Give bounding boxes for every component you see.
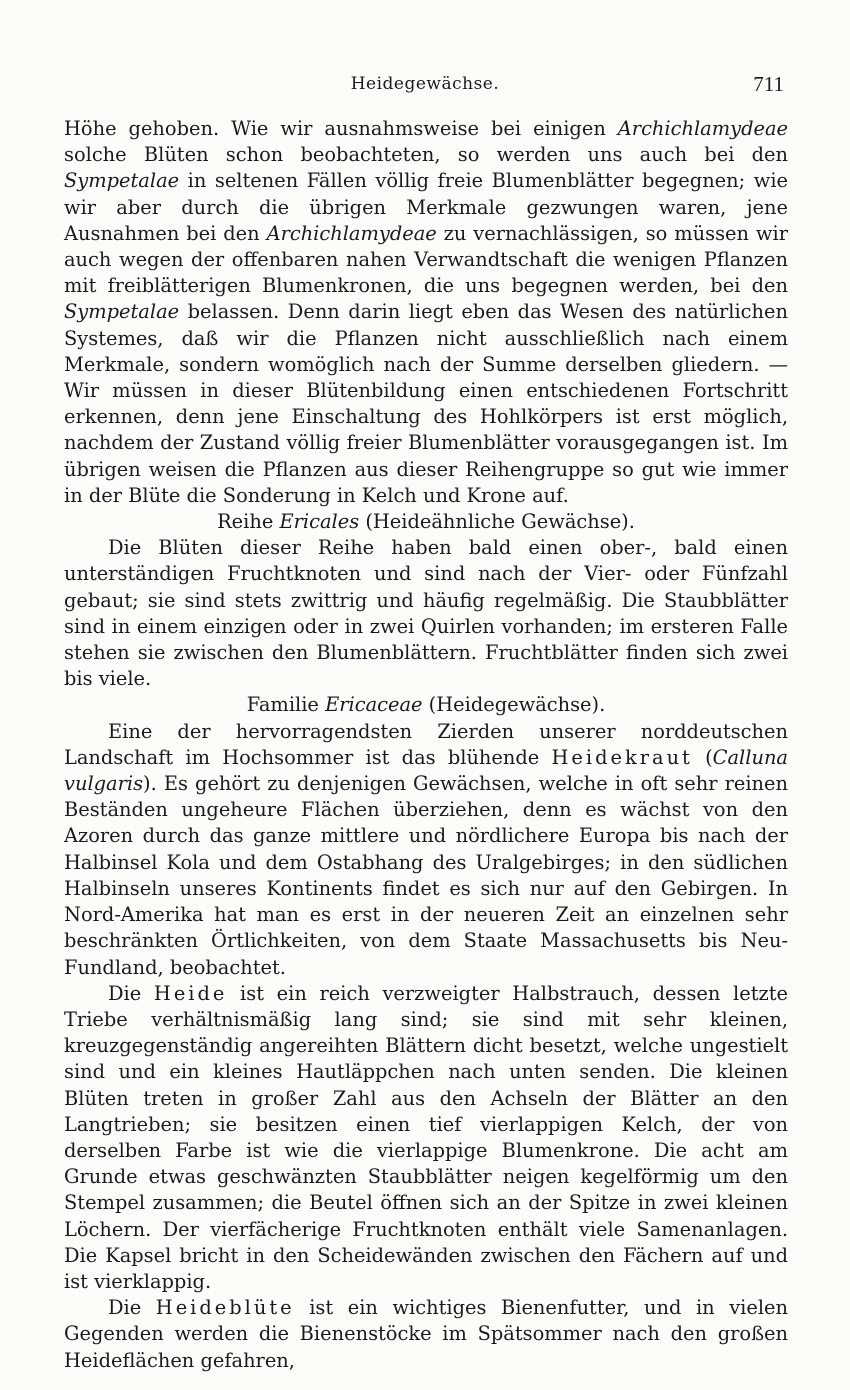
paragraph-1-text-2: solche Blüten schon beobachteten, so werden uns auch bei den <box>64 143 788 167</box>
paragraph-1-text-3: in seltenen Fällen völlig freie Blumenblätter begegnen; wie wir aber durch die übrigen Merkmale gezwungen waren, jene Ausnahmen bei den <box>64 169 788 245</box>
paragraph-1 <box>64 116 788 509</box>
term-heidekraut: Heidekraut <box>551 745 693 769</box>
paragraph-4-text-1: Die <box>108 981 154 1005</box>
section-heading-ericales <box>64 509 788 535</box>
family-heading-prefix: Familie <box>246 693 326 717</box>
paragraph-5-text-1: Die <box>108 1296 156 1320</box>
paragraph-2: Die Blüten dieser Reihe haben bald einen ober-, bald einen unterständigen Fruchtknoten und sind nach der Vier- oder Fünfzahl gebaut; sie sind stets zwittrig und häufig regelmäßig. Die Staubblätter sind in einem einzigen oder in zwei Quirlen vorhanden; im ersteren Falle stehen sie zwischen den Blumenblättern. Fruchtblätter finden sich zwei bis viele. <box>64 536 788 691</box>
taxon-sympetalae: Sympetalae <box>64 169 180 193</box>
paragraph-1-text-4: zu vernachlässigen, so müssen wir auch wegen der offenbaren nahen Verwandtschaft die wenigen Pflanzen mit freiblätterigen Blumenkronen, die uns begegnen werden, bei den <box>64 221 788 298</box>
page-number: 711 <box>753 72 784 96</box>
series-heading-name: Ericales <box>279 510 360 534</box>
body-text <box>64 116 788 1374</box>
paragraph-5 <box>64 1295 788 1374</box>
paragraph-3-text-2: ( <box>692 745 713 769</box>
paragraph-4-text-2: ist ein reich verzweigter Halbstrauch, dessen letzte Triebe verhältnismäßig lang sind; sie sind mit sehr kleinen, kreuzgegenständig angereihten Blättern dicht besetzt, welche ungestielt sind und ein kleines Hautläppchen nach unten senden. Die kleinen Blüten treten in großer Zahl aus den Achseln der Blätter an den Langtrieben; sie besitzen einen tief vierlappigen Kelch, der von derselben Farbe ist wie die vierlappige Blumenkrone. Die acht am Grunde etwas geschwänzten Staubblätter neigen kegelförmig um den Stempel zusammen; die Beutel öffnen sich an der Spitze in zwei kleinen Löchern. Der vierfächerige Fruchtknoten enthält viele Samenanlagen. Die Kapsel bricht in den Scheidewänden zwischen den Fächern auf und ist vierklappig. <box>64 981 788 1293</box>
family-heading-suffix: (Heidegewächse). <box>422 693 606 717</box>
taxon-calluna-vulgaris: Calluna vulgaris <box>64 745 788 796</box>
term-heide: Heide <box>153 981 228 1005</box>
paragraph-3 <box>64 719 788 981</box>
series-heading-suffix: (Heideähnliche Gewächse). <box>359 510 635 534</box>
taxon-archichlamydeae-2: Archichlamydeae <box>266 221 437 245</box>
section-heading-ericaceae <box>64 692 788 718</box>
paragraph-5-text-2: ist ein wichtiges Bienenfutter, und in vielen Gegenden werden die Bienenstöcke im Spätsommer nach den großen Heideflächen gefahren, <box>64 1296 788 1372</box>
running-title: Heidegewächse. <box>350 74 500 94</box>
term-heidebluete: Heideblüte <box>155 1296 295 1320</box>
series-heading-prefix: Reihe <box>217 510 280 534</box>
family-heading-name: Ericaceae <box>325 693 423 717</box>
paragraph-3-text-1: Eine der hervorragendsten Zierden unserer norddeutschen Landschaft im Hochsommer ist das blühende <box>64 719 788 769</box>
paragraph-3-text-3: ). Es gehört zu denjenigen Gewächsen, welche in oft sehr reinen Beständen ungeheure Flächen überziehen, denn es wächst von den Azoren durch das ganze mittlere und nördlichere Europa bis nach der Halbinsel Kola und dem Ostabhang des Uralgebirges; in den südlichen Halbinseln unseres Kontinents findet es sich nur auf den Gebirgen. In Nord-Amerika hat man es erst in der neueren Zeit an einzelnen sehr beschränkten Örtlichkeiten, von dem Staate Massachusetts bis Neu-Fundland, beobachtet. <box>64 772 788 979</box>
taxon-sympetalae-2: Sympetalae <box>64 300 180 324</box>
paragraph-4 <box>64 981 788 1295</box>
paragraph-1-text-1: Höhe gehoben. Wie wir ausnahmsweise bei einigen <box>64 117 618 140</box>
taxon-archichlamydeae: Archichlamydeae <box>617 117 788 140</box>
paragraph-1-text-5: belassen. Denn darin liegt eben das Wesen des natürlichen Systemes, daß wir die Pflanzen nicht ausschließlich nach einem Merkmale, sondern womöglich nach der Summe derselben gliedern. — Wir müssen in dieser Blütenbildung einen entschiedenen Fortschritt erkennen, denn jene Einschaltung des Hohlkörpers ist erst möglich, nachdem der Zustand völlig freier Blumenblätter vorausgegangen ist. Im übrigen weisen die Pflanzen aus dieser Reihengruppe so gut wie immer in der Blüte die Sonderung in Kelch und Krone auf. <box>64 300 788 507</box>
running-head <box>0 68 850 104</box>
